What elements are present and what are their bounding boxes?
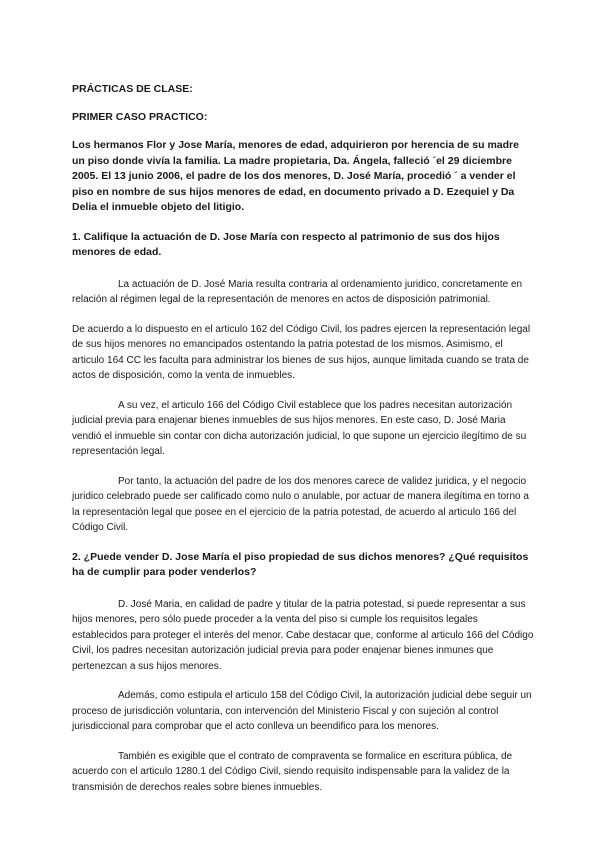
document-title: PRÁCTICAS DE CLASE: (72, 83, 193, 95)
q1-paragraph-4: Por tanto, la actuación del padre de los dos menores carece de validez juridica, y el negocio juridico celebrado puede ser calificado como nulo o anulable, por actuar de manera ilegítima en torno a la representación legal que posee en el ejercicio de la patria potestad, de acuerdo al articulo 166 del Código Civil. (72, 475, 529, 533)
question-2: 2. ¿Puede vender D. Jose María el piso propiedad de sus dichos menores? ¿Qué requisitos ha de cumplir para poder venderlos? (72, 550, 529, 578)
q1-paragraph-2: De acuerdo a lo dispuesto en el articulo 162 del Código Civil, los padres ejercen la representación legal de sus hijos menores no emancipados ostentando la patria potestad de los mismos. Asimismo, el articulo 164 CC les faculta para administrar los bienes de sus hijos, aunque limitada cuando se trata de actos de disposición, como la venta de inmuebles. (72, 323, 531, 381)
q2-paragraph-1: D. José Maria, en calidad de padre y titular de la patria potestad, si puede representar a sus hijos menores, pero sólo puede proceder a la venta del piso si cumple los requisitos legales establecidos para proteger el interés del menor. Cabe destacar que, conforme al articulo 166 del Código Civil, los padres necesitan autorización judicial previa para poder enajenar bienes inmunes que pertenezcan a sus hijos menores. (72, 598, 534, 672)
q2-paragraph-3: También es exigible que el contrato de compraventa se formalice en escritura pública, de acuerdo con el articulo 1280.1 del Código Civil, siendo requisito indispensable para la validez de la transmisión de derechos reales sobre bienes inmuebles. (72, 750, 513, 793)
case-statement: Los hermanos Flor y Jose María, menores de edad, adquirieron por herencia de su madre un piso donde vivía la familia. La madre propietaria, Da. Ángela, falleció ´el 29 diciembre 2005. El 13 junio 2006, el padre de los dos menores, D. José María, procedió ´ a vender el piso en nombre de sus hijos menores de edad, en documento privado a D. Ezequiel y Da Delia el inmueble objeto del litigio. (72, 139, 519, 213)
q1-paragraph-3: A su vez, el articulo 166 del Código Civil establece que los padres necesitan autorización judicial previa para enajenar bienes inmuebles de sus hijos menores. En este caso, D. José Maria vendió el inmueble sin contar con dicha autorización judicial, lo que supone un ejercicio ilegítimo de su representación legal. (72, 399, 527, 457)
q2-paragraph-2: Además, como estipula el articulo 158 del Código Civil, la autorización judicial debe seguir un proceso de jurisdicción voluntaria, con intervención del Ministerio Fiscal y con sujeción al control jurisdiccional para comprobar que el acto conlleva un beendifico para los menores. (72, 690, 532, 732)
q1-paragraph-1: La actuación de D. José Maria resulta contraria al ordenamiento juridico, concretamente en relación al régimen legal de la representación de menores en actos de disposición patrimonial. (72, 278, 523, 305)
document-subtitle: PRIMER CASO PRACTICO: (72, 111, 208, 123)
question-1: 1. Califique la actuación de D. Jose María con respecto al patrimonio de sus dos hijos menores de edad. (72, 230, 500, 258)
